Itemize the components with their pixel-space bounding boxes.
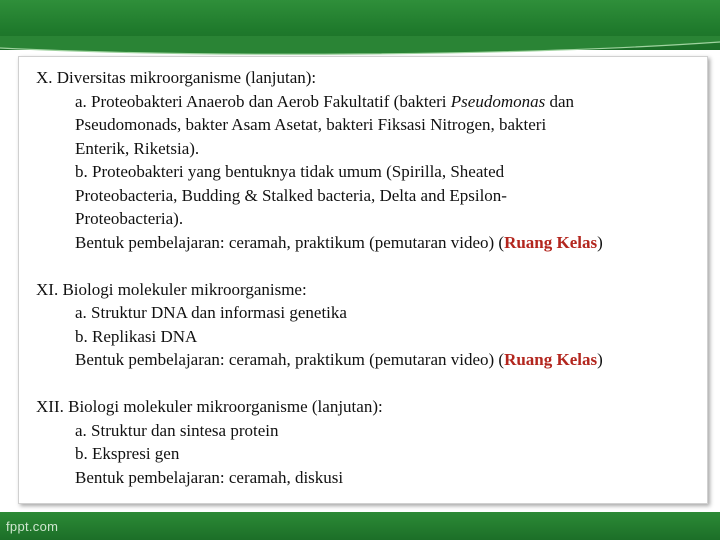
- section-xi-learning-pre: Bentuk pembelajaran: ceramah, praktikum (pemutaran video) (: [75, 350, 505, 369]
- section-xi-item-b: b. Replikasi DNA: [75, 326, 198, 346]
- section-xii-learning: Bentuk pembelajaran: ceramah, diskusi: [75, 467, 344, 487]
- section-x-item-a-line2: Pseudomonads, bakter Asam Asetat, bakteri Fiksasi Nitrogen, bakteri: [75, 115, 547, 134]
- syllabus-text: [36, 66, 706, 489]
- section-x-item-a-line3: Enterik, Riketsia).: [75, 138, 200, 158]
- section-xi-room: Ruang Kelas: [504, 350, 598, 369]
- footer-band: [0, 512, 720, 540]
- section-x-learning-pre: Bentuk pembelajaran: ceramah, praktikum (pemutaran video) (: [75, 232, 505, 252]
- spacer: [36, 372, 706, 396]
- section-x-item-b-line1: b. Proteobakteri yang bentuknya tidak umum (Spirilla, Sheated: [75, 162, 505, 181]
- section-xi-item-a: a. Struktur DNA dan informasi genetika: [75, 303, 347, 322]
- section-x-room: Ruang Kelas: [504, 232, 598, 252]
- section-xi-learning: [36, 348, 706, 372]
- section-xi-title: XI. Biologi molekuler mikroorganisme:: [36, 279, 307, 299]
- section-x-learning-post: ): [597, 232, 603, 252]
- section-xi-learning-post: ): [597, 350, 603, 369]
- section-x-item-a-pre: a. Proteobakteri Anaerob dan Aerob Fakultatif (bakteri: [75, 91, 451, 111]
- watermark-text: fppt.com: [6, 519, 59, 534]
- section-x-item-b-line3: Proteobacteria).: [75, 209, 184, 228]
- section-x-item-b-line2: Proteobacteria, Budding & Stalked bacteria, Delta and Epsilon-: [75, 185, 507, 205]
- section-xii-title: XII. Biologi molekuler mikroorganisme (lanjutan):: [36, 397, 383, 416]
- section-x-item-a-line1: [36, 90, 706, 114]
- section-x-item-a-post: dan: [545, 91, 575, 111]
- section-x-item-a-italic: Pseudomonas: [450, 91, 546, 111]
- section-xii-item-a: a. Struktur dan sintesa protein: [75, 420, 279, 440]
- header-swoosh: [0, 36, 720, 58]
- spacer: [36, 254, 706, 278]
- section-xii-item-b: b. Ekspresi gen: [75, 444, 180, 463]
- section-x-learning: [36, 231, 706, 255]
- section-x-title: X. Diversitas mikroorganisme (lanjutan):: [36, 68, 317, 87]
